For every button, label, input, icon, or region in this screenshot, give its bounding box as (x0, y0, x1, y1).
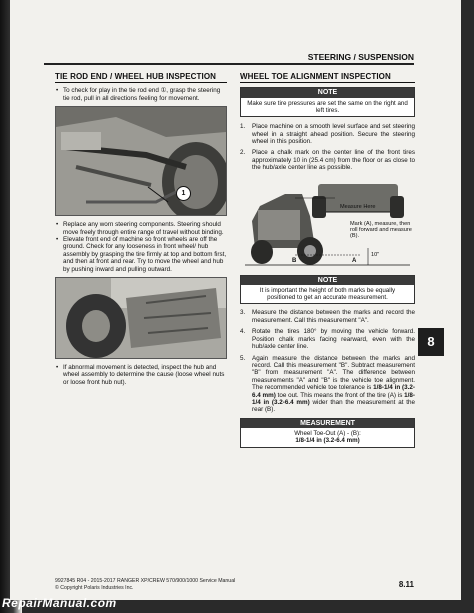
diagram-10in-label: 10" (371, 251, 380, 258)
step-number: 2. (240, 149, 246, 157)
tie-rod-bullet-3: • Elevate front end of machine so front wheels are off the ground. Check for any looseness in front wheel/ hub assembly by grasping the tire firmly at top and bottom first, and then at front and rear. Try to move the wheel and hub by pushing inward and pulling outward. (55, 236, 227, 273)
step5-part-c: toe out. This means the front of the tire (A) is (275, 391, 405, 399)
measurement-box (240, 418, 415, 448)
wheel-hub-illustration (56, 278, 226, 358)
tie-rod-section-title: TIE ROD END / WHEEL HUB INSPECTION (55, 73, 227, 83)
section-header: STEERING / SUSPENSION (307, 52, 414, 62)
note-heading: NOTE (241, 88, 414, 97)
note-heading: NOTE (241, 276, 414, 285)
step-text (252, 355, 415, 414)
step5-part-e: wider than the measurement at the rear (B). (252, 398, 416, 414)
measurement-line-1: Wheel Toe-Out (A) - (B): (294, 430, 361, 438)
right-column (240, 73, 415, 448)
step-number: 4. (240, 328, 246, 336)
toe-diagram (240, 176, 415, 271)
diagram-b-label: B (292, 257, 297, 264)
toe-width-value: 1/8-1/4 in (3.2-6.4 mm) (252, 391, 415, 406)
step-4 (240, 328, 415, 350)
step-number: 3. (240, 309, 246, 317)
step-text: Place machine on a smooth level surface and set steering wheel in a straight ahead position. Secure the steering wheel in this position. (252, 123, 415, 146)
step-2 (240, 149, 415, 171)
step-number: 1. (240, 123, 246, 131)
diagram-mark-label: Mark (A), measure, then roll forward and measure (B). (350, 220, 412, 240)
note-tire-pressure (240, 87, 415, 117)
footer-copyright: © Copyright Polaris Industries Inc. (55, 585, 134, 591)
measurement-line-2: 1/8-1/4 in (3.2-6.4 mm) (295, 437, 360, 445)
footer-manual-id: 9927845 R04 - 2015-2017 RANGER XP/CREW 570/900/1000 Service Manual (55, 578, 236, 584)
callout-1: 1 (176, 186, 191, 201)
step-text: Rotate the tires 180° by moving the vehicle forward. Position chalk marks facing rearward, even with the hub/axle center line. (252, 328, 415, 351)
diagram-measure-here-label: Measure Here (340, 203, 376, 210)
tie-rod-bullet-2: • Replace any worn steering components. Steering should move freely through entire range of travel without binding. (55, 221, 227, 236)
header-rule (44, 63, 414, 65)
step-number: 5. (240, 354, 246, 362)
step-text: Measure the distance between the marks and record the measurement. Call this measurement "A". (252, 309, 415, 324)
tie-rod-bullet-1: • To check for play in the tie rod end ①, grasp the steering tie rod, pull in all directions feeling for movement. (55, 87, 227, 102)
step-text: Place a chalk mark on the center line of the front tires approximately 10 in (25.4 cm) from the floor or as close to the hub/axle center line as possible. (252, 149, 415, 172)
step-1 (240, 123, 415, 145)
step5-part-a: Again measure the distance between the marks and record. Call this measurement "B". Subtract measurement "B" from measurement "A". The difference between measurements "A" and "B" is the vehicle toe alignment. The recommended vehicle toe tolerance is (252, 354, 415, 392)
chapter-tab: 8 (418, 328, 444, 356)
toe-tolerance-value: 1/8-1/4 in (3.2-6.4 mm) (252, 384, 415, 399)
note-text: It is important the height of both marks be equally positioned to get an accurate measurement. (259, 287, 396, 302)
toe-section-title: WHEEL TOE ALIGNMENT INSPECTION (240, 73, 415, 83)
step-5 (240, 355, 415, 414)
measurement-heading: MEASUREMENT (241, 419, 414, 428)
site-watermark: RepairManual.com (2, 596, 117, 610)
left-column (55, 73, 227, 386)
tie-rod-photo (55, 106, 227, 216)
wheel-hub-photo (55, 277, 227, 359)
diagram-a-label: A (352, 257, 357, 264)
tie-rod-illustration (56, 107, 226, 215)
note-text: Make sure tire pressures are set the same on the right and left tires. (247, 99, 408, 115)
tie-rod-bullet-4: • If abnormal movement is detected, inspect the hub and wheel assembly to determine the cause (loose wheel nuts or loose front hub nut). (55, 364, 227, 386)
note-mark-height (240, 275, 415, 305)
step-3 (240, 309, 415, 324)
page-number: 8.11 (398, 580, 414, 589)
